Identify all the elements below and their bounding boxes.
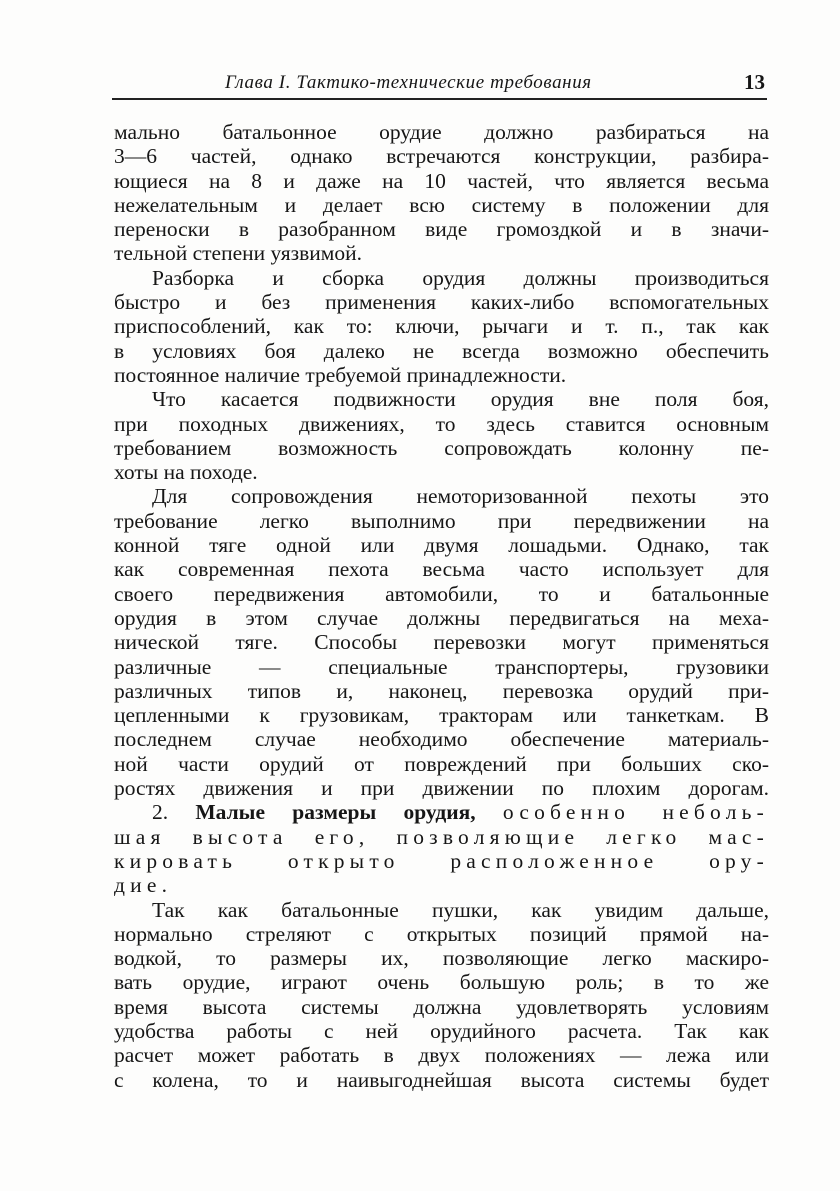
text-line: требование легко выполнимо при передвижении на [114, 508, 769, 533]
text-line: конной тяге одной или двумя лошадьми. Однако, так [114, 533, 769, 558]
body-text [114, 120, 769, 1092]
section-emphasis: кировать открыто расположенное ору- [114, 848, 769, 873]
text-line: расчет может работать в двух положениях — лежа или [114, 1043, 769, 1068]
text-line: удобства работы с ней орудийного расчета. Так как [114, 1018, 769, 1043]
text-line: время высота системы должна удовлетворять условиям [114, 994, 769, 1019]
text-line: переноски в разобранном виде громоздкой и в значи- [114, 217, 769, 242]
chapter-title: Глава I. Тактико-технические требования [225, 72, 592, 93]
text-line: последнем случае необходимо обеспечение материаль- [114, 727, 769, 752]
text-line: различные — специальные транспортеры, грузовики [114, 654, 769, 679]
running-head [112, 70, 767, 100]
text-line: Так как батальонные пушки, как увидим дальше, [152, 897, 769, 922]
text-line: постоянное наличие требуемой принадлежности. [114, 362, 567, 387]
page-number: 13 [744, 70, 765, 94]
text-line: тельной степени уязвимой. [114, 241, 363, 266]
text-line: нормально стреляют с открытых позиций прямой на- [114, 921, 769, 946]
text-line: мально батальонное орудие должно разбираться на [114, 120, 769, 144]
text-line: нической тяге. Способы перевозки могут применяться [114, 630, 769, 655]
text-line: водкой, то размеры их, позволяющие легко маскиро- [114, 946, 769, 971]
text-line: вать орудие, играют очень большую роль; в то же [114, 970, 769, 995]
section-heading-line [114, 800, 769, 824]
text-line: Разборка и сборка орудия должны производиться [152, 265, 769, 290]
section-emphasis: особенно неболь- [502, 800, 770, 825]
section-heading: Малые размеры орудия, [195, 800, 476, 825]
text-line: как современная пехота весьма часто использует для [114, 557, 769, 582]
text-line: 3—6 частей, однако встречаются конструкции, разбира- [114, 144, 769, 169]
text-line: орудия в этом случае должны передвигаться на меха- [114, 605, 769, 630]
section-emphasis: дие. [114, 873, 173, 898]
text-line: ной части орудий от повреждений при больших ско- [114, 751, 769, 776]
text-line: требованием возможность сопровождать колонну пе- [114, 435, 769, 460]
section-number: 2. [152, 800, 169, 825]
text-line: хоты на походе. [114, 460, 258, 485]
text-line: различных типов и, наконец, перевозка орудий при- [114, 678, 769, 703]
text-line: Что касается подвижности орудия вне поля боя, [152, 387, 769, 412]
text-line: цепленными к грузовикам, тракторам или танкеткам. В [114, 703, 769, 728]
section-emphasis: шая высота его, позволяющие легко мас- [114, 824, 769, 849]
text-line: с колена, то и наивыгоднейшая высота системы будет [114, 1067, 769, 1092]
text-line: в условиях боя далеко не всегда возможно обеспечить [114, 338, 769, 363]
text-line: при походных движениях, то здесь ставится основным [114, 411, 769, 436]
text-line: нежелательным и делает всю систему в положении для [114, 192, 769, 217]
text-line: ростях движения и при движении по плохим дорогам. [114, 776, 769, 801]
text-line: приспособлений, как то: ключи, рычаги и т. п., так как [114, 314, 769, 339]
text-line: ющиеся на 8 и даже на 10 частей, что является весьма [114, 168, 769, 193]
text-line: быстро и без применения каких-либо вспомогательных [114, 290, 769, 315]
text-line: своего передвижения автомобили, то и батальонные [114, 581, 769, 606]
text-line: Для сопровождения немоторизованной пехоты это [152, 484, 769, 509]
